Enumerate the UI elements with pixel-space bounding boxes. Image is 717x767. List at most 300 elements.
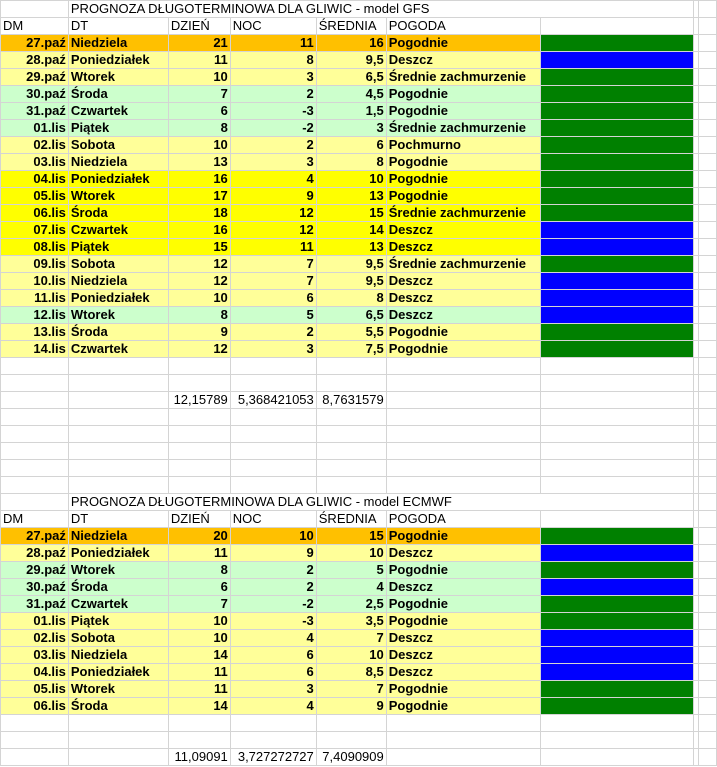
empty-cell[interactable] (699, 290, 717, 307)
night-temp-cell[interactable]: 2 (230, 86, 316, 103)
empty-cell[interactable] (699, 341, 717, 358)
empty-cell[interactable] (386, 409, 540, 426)
date-cell[interactable]: 05.lis (1, 188, 69, 205)
avg-temp-cell[interactable]: 7 (316, 681, 386, 698)
empty-cell[interactable] (699, 596, 717, 613)
weather-cell[interactable]: Deszcz (386, 52, 540, 69)
empty-cell[interactable] (386, 375, 540, 392)
column-header[interactable]: DT (68, 511, 168, 528)
empty-cell[interactable] (699, 222, 717, 239)
weekday-cell[interactable]: Sobota (68, 630, 168, 647)
empty-cell[interactable] (168, 409, 230, 426)
avg-temp-cell[interactable]: 15 (316, 205, 386, 222)
empty-cell[interactable] (316, 477, 386, 494)
weather-cell[interactable]: Deszcz (386, 239, 540, 256)
weather-color-swatch[interactable] (540, 188, 693, 205)
weather-cell[interactable]: Pogodnie (386, 103, 540, 120)
avg-temp-cell[interactable]: 8 (316, 290, 386, 307)
weekday-cell[interactable]: Niedziela (68, 647, 168, 664)
weather-cell[interactable]: Deszcz (386, 222, 540, 239)
weekday-cell[interactable]: Niedziela (68, 35, 168, 52)
empty-cell[interactable] (316, 375, 386, 392)
day-temp-cell[interactable]: 14 (168, 647, 230, 664)
empty-cell[interactable] (386, 460, 540, 477)
empty-cell[interactable] (699, 392, 717, 409)
date-cell[interactable]: 09.lis (1, 256, 69, 273)
date-cell[interactable]: 01.lis (1, 613, 69, 630)
night-temp-cell[interactable]: 6 (230, 664, 316, 681)
weather-color-swatch[interactable] (540, 664, 693, 681)
empty-cell[interactable] (1, 1, 69, 18)
date-cell[interactable]: 02.lis (1, 137, 69, 154)
empty-cell[interactable] (230, 477, 316, 494)
date-cell[interactable]: 13.lis (1, 324, 69, 341)
weather-color-swatch[interactable] (540, 545, 693, 562)
weather-cell[interactable]: Deszcz (386, 579, 540, 596)
empty-cell[interactable] (168, 732, 230, 749)
weather-color-swatch[interactable] (540, 647, 693, 664)
night-temp-cell[interactable]: 8 (230, 52, 316, 69)
weekday-cell[interactable]: Wtorek (68, 562, 168, 579)
empty-cell[interactable] (316, 409, 386, 426)
empty-cell[interactable] (68, 715, 168, 732)
weather-cell[interactable]: Deszcz (386, 307, 540, 324)
weekday-cell[interactable]: Wtorek (68, 188, 168, 205)
empty-cell[interactable] (699, 358, 717, 375)
day-temp-cell[interactable]: 18 (168, 205, 230, 222)
day-temp-cell[interactable]: 10 (168, 613, 230, 630)
empty-cell[interactable] (699, 613, 717, 630)
day-temp-cell[interactable]: 6 (168, 579, 230, 596)
weather-color-swatch[interactable] (540, 528, 693, 545)
empty-cell[interactable] (68, 443, 168, 460)
empty-cell[interactable] (68, 732, 168, 749)
day-temp-cell[interactable]: 10 (168, 290, 230, 307)
empty-cell[interactable] (316, 732, 386, 749)
weather-cell[interactable]: Deszcz (386, 545, 540, 562)
night-temp-cell[interactable]: -2 (230, 120, 316, 137)
weather-cell[interactable]: Średnie zachmurzenie (386, 256, 540, 273)
day-temp-cell[interactable]: 7 (168, 86, 230, 103)
weekday-cell[interactable]: Piątek (68, 120, 168, 137)
empty-cell[interactable] (699, 69, 717, 86)
date-cell[interactable]: 02.lis (1, 630, 69, 647)
empty-cell[interactable] (540, 732, 693, 749)
empty-cell[interactable] (386, 715, 540, 732)
date-cell[interactable]: 06.lis (1, 205, 69, 222)
avg-temp-cell[interactable]: 9,5 (316, 52, 386, 69)
night-temp-cell[interactable]: -3 (230, 103, 316, 120)
empty-cell[interactable] (386, 358, 540, 375)
empty-cell[interactable] (699, 409, 717, 426)
empty-cell[interactable] (699, 86, 717, 103)
empty-cell[interactable] (699, 647, 717, 664)
avg-temp-cell[interactable]: 6,5 (316, 307, 386, 324)
column-header[interactable]: POGODA (386, 18, 540, 35)
avg-mean-cell[interactable]: 8,7631579 (316, 392, 386, 409)
column-header[interactable]: ŚREDNIA (316, 511, 386, 528)
empty-cell[interactable] (699, 307, 717, 324)
weather-color-swatch[interactable] (540, 239, 693, 256)
empty-cell[interactable] (540, 426, 693, 443)
avg-temp-cell[interactable]: 5,5 (316, 324, 386, 341)
empty-cell[interactable] (230, 732, 316, 749)
weekday-cell[interactable]: Środa (68, 205, 168, 222)
avg-temp-cell[interactable]: 13 (316, 188, 386, 205)
date-cell[interactable]: 30.paź (1, 86, 69, 103)
weather-color-swatch[interactable] (540, 205, 693, 222)
avg-temp-cell[interactable]: 7,5 (316, 341, 386, 358)
weather-color-swatch[interactable] (540, 307, 693, 324)
empty-cell[interactable] (699, 137, 717, 154)
weather-color-swatch[interactable] (540, 596, 693, 613)
empty-cell[interactable] (699, 103, 717, 120)
empty-cell[interactable] (1, 732, 69, 749)
date-cell[interactable]: 29.paź (1, 562, 69, 579)
weather-cell[interactable]: Deszcz (386, 290, 540, 307)
day-temp-cell[interactable]: 7 (168, 596, 230, 613)
date-cell[interactable]: 30.paź (1, 579, 69, 596)
weekday-cell[interactable]: Piątek (68, 239, 168, 256)
empty-cell[interactable] (699, 171, 717, 188)
weather-cell[interactable]: Pogodnie (386, 154, 540, 171)
avg-mean-cell[interactable]: 7,4090909 (316, 749, 386, 766)
empty-cell[interactable] (386, 732, 540, 749)
night-temp-cell[interactable]: 4 (230, 171, 316, 188)
empty-cell[interactable] (316, 460, 386, 477)
empty-cell[interactable] (386, 477, 540, 494)
avg-temp-cell[interactable]: 5 (316, 562, 386, 579)
date-cell[interactable]: 28.paź (1, 52, 69, 69)
day-temp-cell[interactable]: 17 (168, 188, 230, 205)
empty-cell[interactable] (68, 426, 168, 443)
avg-temp-cell[interactable]: 9,5 (316, 273, 386, 290)
night-temp-cell[interactable]: 6 (230, 290, 316, 307)
day-temp-cell[interactable]: 16 (168, 222, 230, 239)
night-temp-cell[interactable]: -3 (230, 613, 316, 630)
day-temp-cell[interactable]: 6 (168, 103, 230, 120)
weather-cell[interactable]: Pogodnie (386, 188, 540, 205)
avg-temp-cell[interactable]: 8,5 (316, 664, 386, 681)
empty-cell[interactable] (68, 460, 168, 477)
date-cell[interactable]: 05.lis (1, 681, 69, 698)
empty-cell[interactable] (1, 443, 69, 460)
empty-cell[interactable] (316, 443, 386, 460)
empty-cell[interactable] (699, 477, 717, 494)
date-cell[interactable]: 04.lis (1, 664, 69, 681)
weekday-cell[interactable]: Niedziela (68, 528, 168, 545)
day-temp-cell[interactable]: 10 (168, 630, 230, 647)
date-cell[interactable]: 31.paź (1, 103, 69, 120)
empty-cell[interactable] (540, 715, 693, 732)
weekday-cell[interactable]: Środa (68, 579, 168, 596)
day-temp-cell[interactable]: 11 (168, 664, 230, 681)
day-temp-cell[interactable]: 11 (168, 545, 230, 562)
empty-cell[interactable] (1, 460, 69, 477)
date-cell[interactable]: 31.paź (1, 596, 69, 613)
avg-temp-cell[interactable]: 6 (316, 137, 386, 154)
night-temp-cell[interactable]: 5 (230, 307, 316, 324)
empty-cell[interactable] (540, 409, 693, 426)
day-temp-cell[interactable]: 12 (168, 341, 230, 358)
weekday-cell[interactable]: Czwartek (68, 103, 168, 120)
weather-cell[interactable]: Pogodnie (386, 171, 540, 188)
empty-cell[interactable] (386, 749, 540, 766)
empty-cell[interactable] (540, 392, 693, 409)
empty-cell[interactable] (699, 681, 717, 698)
empty-cell[interactable] (699, 749, 717, 766)
empty-cell[interactable] (540, 477, 693, 494)
column-header[interactable]: DZIEŃ (168, 511, 230, 528)
empty-cell[interactable] (386, 443, 540, 460)
night-temp-cell[interactable]: 10 (230, 528, 316, 545)
weekday-cell[interactable]: Poniedziałek (68, 545, 168, 562)
weekday-cell[interactable]: Czwartek (68, 596, 168, 613)
avg-day-cell[interactable]: 11,09091 (168, 749, 230, 766)
empty-cell[interactable] (699, 1, 717, 18)
night-temp-cell[interactable]: 2 (230, 562, 316, 579)
weather-cell[interactable]: Pogodnie (386, 341, 540, 358)
avg-temp-cell[interactable]: 15 (316, 528, 386, 545)
weather-cell[interactable]: Średnie zachmurzenie (386, 69, 540, 86)
avg-night-cell[interactable]: 3,727272727 (230, 749, 316, 766)
empty-cell[interactable] (316, 358, 386, 375)
empty-cell[interactable] (540, 18, 693, 35)
night-temp-cell[interactable]: 3 (230, 341, 316, 358)
night-temp-cell[interactable]: 4 (230, 698, 316, 715)
weekday-cell[interactable]: Niedziela (68, 273, 168, 290)
weather-cell[interactable]: Pogodnie (386, 596, 540, 613)
night-temp-cell[interactable]: 9 (230, 545, 316, 562)
avg-temp-cell[interactable]: 10 (316, 171, 386, 188)
night-temp-cell[interactable]: 12 (230, 205, 316, 222)
empty-cell[interactable] (699, 205, 717, 222)
weather-color-swatch[interactable] (540, 120, 693, 137)
night-temp-cell[interactable]: 2 (230, 579, 316, 596)
empty-cell[interactable] (386, 426, 540, 443)
night-temp-cell[interactable]: -2 (230, 596, 316, 613)
day-temp-cell[interactable]: 13 (168, 154, 230, 171)
weather-cell[interactable]: Deszcz (386, 647, 540, 664)
empty-cell[interactable] (230, 358, 316, 375)
empty-cell[interactable] (699, 715, 717, 732)
empty-cell[interactable] (699, 188, 717, 205)
empty-cell[interactable] (1, 409, 69, 426)
empty-cell[interactable] (230, 460, 316, 477)
weekday-cell[interactable]: Środa (68, 698, 168, 715)
empty-cell[interactable] (540, 375, 693, 392)
empty-cell[interactable] (699, 18, 717, 35)
weekday-cell[interactable]: Środa (68, 86, 168, 103)
weather-cell[interactable]: Pogodnie (386, 613, 540, 630)
weather-cell[interactable]: Pochmurno (386, 137, 540, 154)
weather-color-swatch[interactable] (540, 52, 693, 69)
night-temp-cell[interactable]: 3 (230, 154, 316, 171)
weather-color-swatch[interactable] (540, 698, 693, 715)
empty-cell[interactable] (168, 477, 230, 494)
night-temp-cell[interactable]: 4 (230, 630, 316, 647)
empty-cell[interactable] (699, 732, 717, 749)
weather-cell[interactable]: Pogodnie (386, 562, 540, 579)
weather-color-swatch[interactable] (540, 630, 693, 647)
empty-cell[interactable] (386, 392, 540, 409)
avg-temp-cell[interactable]: 13 (316, 239, 386, 256)
date-cell[interactable]: 14.lis (1, 341, 69, 358)
night-temp-cell[interactable]: 7 (230, 273, 316, 290)
weekday-cell[interactable]: Środa (68, 324, 168, 341)
weather-cell[interactable]: Pogodnie (386, 681, 540, 698)
date-cell[interactable]: 03.lis (1, 154, 69, 171)
weather-cell[interactable]: Średnie zachmurzenie (386, 120, 540, 137)
avg-day-cell[interactable]: 12,15789 (168, 392, 230, 409)
empty-cell[interactable] (699, 630, 717, 647)
weather-color-swatch[interactable] (540, 103, 693, 120)
empty-cell[interactable] (1, 749, 69, 766)
night-temp-cell[interactable]: 3 (230, 681, 316, 698)
avg-temp-cell[interactable]: 9,5 (316, 256, 386, 273)
weekday-cell[interactable]: Wtorek (68, 307, 168, 324)
day-temp-cell[interactable]: 8 (168, 120, 230, 137)
weather-cell[interactable]: Deszcz (386, 273, 540, 290)
date-cell[interactable]: 08.lis (1, 239, 69, 256)
empty-cell[interactable] (699, 494, 717, 511)
avg-night-cell[interactable]: 5,368421053 (230, 392, 316, 409)
day-temp-cell[interactable]: 16 (168, 171, 230, 188)
weather-cell[interactable]: Pogodnie (386, 698, 540, 715)
day-temp-cell[interactable]: 10 (168, 137, 230, 154)
avg-temp-cell[interactable]: 4,5 (316, 86, 386, 103)
weather-color-swatch[interactable] (540, 35, 693, 52)
day-temp-cell[interactable]: 11 (168, 52, 230, 69)
empty-cell[interactable] (1, 715, 69, 732)
avg-temp-cell[interactable]: 8 (316, 154, 386, 171)
date-cell[interactable]: 10.lis (1, 273, 69, 290)
weekday-cell[interactable]: Piątek (68, 613, 168, 630)
column-header[interactable]: DZIEŃ (168, 18, 230, 35)
avg-temp-cell[interactable]: 4 (316, 579, 386, 596)
empty-cell[interactable] (168, 443, 230, 460)
weather-cell[interactable]: Pogodnie (386, 35, 540, 52)
empty-cell[interactable] (230, 443, 316, 460)
empty-cell[interactable] (1, 375, 69, 392)
weekday-cell[interactable]: Niedziela (68, 154, 168, 171)
weekday-cell[interactable]: Wtorek (68, 681, 168, 698)
avg-temp-cell[interactable]: 7 (316, 630, 386, 647)
day-temp-cell[interactable]: 10 (168, 69, 230, 86)
date-cell[interactable]: 27.paź (1, 35, 69, 52)
night-temp-cell[interactable]: 12 (230, 222, 316, 239)
empty-cell[interactable] (230, 409, 316, 426)
weather-color-swatch[interactable] (540, 613, 693, 630)
night-temp-cell[interactable]: 9 (230, 188, 316, 205)
avg-temp-cell[interactable]: 3 (316, 120, 386, 137)
date-cell[interactable]: 03.lis (1, 647, 69, 664)
avg-temp-cell[interactable]: 10 (316, 545, 386, 562)
empty-cell[interactable] (699, 256, 717, 273)
empty-cell[interactable] (699, 120, 717, 137)
empty-cell[interactable] (68, 409, 168, 426)
empty-cell[interactable] (699, 562, 717, 579)
empty-cell[interactable] (540, 511, 693, 528)
empty-cell[interactable] (316, 715, 386, 732)
night-temp-cell[interactable]: 11 (230, 35, 316, 52)
weekday-cell[interactable]: Czwartek (68, 222, 168, 239)
weather-color-swatch[interactable] (540, 222, 693, 239)
column-header[interactable]: POGODA (386, 511, 540, 528)
empty-cell[interactable] (699, 239, 717, 256)
date-cell[interactable]: 06.lis (1, 698, 69, 715)
date-cell[interactable]: 27.paź (1, 528, 69, 545)
weekday-cell[interactable]: Sobota (68, 256, 168, 273)
weather-cell[interactable]: Pogodnie (386, 86, 540, 103)
empty-cell[interactable] (540, 443, 693, 460)
empty-cell[interactable] (699, 426, 717, 443)
weekday-cell[interactable]: Sobota (68, 137, 168, 154)
date-cell[interactable]: 29.paź (1, 69, 69, 86)
empty-cell[interactable] (699, 324, 717, 341)
date-cell[interactable]: 12.lis (1, 307, 69, 324)
empty-cell[interactable] (68, 392, 168, 409)
empty-cell[interactable] (316, 426, 386, 443)
day-temp-cell[interactable]: 12 (168, 273, 230, 290)
day-temp-cell[interactable]: 11 (168, 681, 230, 698)
weekday-cell[interactable]: Poniedziałek (68, 664, 168, 681)
avg-temp-cell[interactable]: 6,5 (316, 69, 386, 86)
empty-cell[interactable] (699, 698, 717, 715)
weekday-cell[interactable]: Poniedziałek (68, 52, 168, 69)
avg-temp-cell[interactable]: 14 (316, 222, 386, 239)
empty-cell[interactable] (1, 477, 69, 494)
avg-temp-cell[interactable]: 1,5 (316, 103, 386, 120)
night-temp-cell[interactable]: 7 (230, 256, 316, 273)
empty-cell[interactable] (699, 52, 717, 69)
column-header[interactable]: ŚREDNIA (316, 18, 386, 35)
date-cell[interactable]: 04.lis (1, 171, 69, 188)
date-cell[interactable]: 28.paź (1, 545, 69, 562)
weekday-cell[interactable]: Poniedziałek (68, 171, 168, 188)
weather-color-swatch[interactable] (540, 681, 693, 698)
night-temp-cell[interactable]: 2 (230, 137, 316, 154)
empty-cell[interactable] (699, 545, 717, 562)
empty-cell[interactable] (699, 443, 717, 460)
weather-color-swatch[interactable] (540, 171, 693, 188)
date-cell[interactable]: 11.lis (1, 290, 69, 307)
empty-cell[interactable] (68, 375, 168, 392)
column-header[interactable]: DM (1, 511, 69, 528)
sheet-title[interactable]: PROGNOZA DŁUGOTERMINOWA DLA GLIWIC - model GFS (68, 1, 693, 18)
weather-color-swatch[interactable] (540, 86, 693, 103)
empty-cell[interactable] (699, 579, 717, 596)
weather-cell[interactable]: Pogodnie (386, 324, 540, 341)
avg-temp-cell[interactable]: 3,5 (316, 613, 386, 630)
weather-cell[interactable]: Deszcz (386, 630, 540, 647)
empty-cell[interactable] (230, 375, 316, 392)
weather-color-swatch[interactable] (540, 290, 693, 307)
column-header[interactable]: DM (1, 18, 69, 35)
night-temp-cell[interactable]: 2 (230, 324, 316, 341)
weather-cell[interactable]: Deszcz (386, 664, 540, 681)
weather-color-swatch[interactable] (540, 256, 693, 273)
weekday-cell[interactable]: Poniedziałek (68, 290, 168, 307)
empty-cell[interactable] (540, 358, 693, 375)
weather-color-swatch[interactable] (540, 69, 693, 86)
day-temp-cell[interactable]: 12 (168, 256, 230, 273)
date-cell[interactable]: 01.lis (1, 120, 69, 137)
empty-cell[interactable] (1, 494, 69, 511)
empty-cell[interactable] (699, 528, 717, 545)
empty-cell[interactable] (168, 460, 230, 477)
empty-cell[interactable] (168, 358, 230, 375)
